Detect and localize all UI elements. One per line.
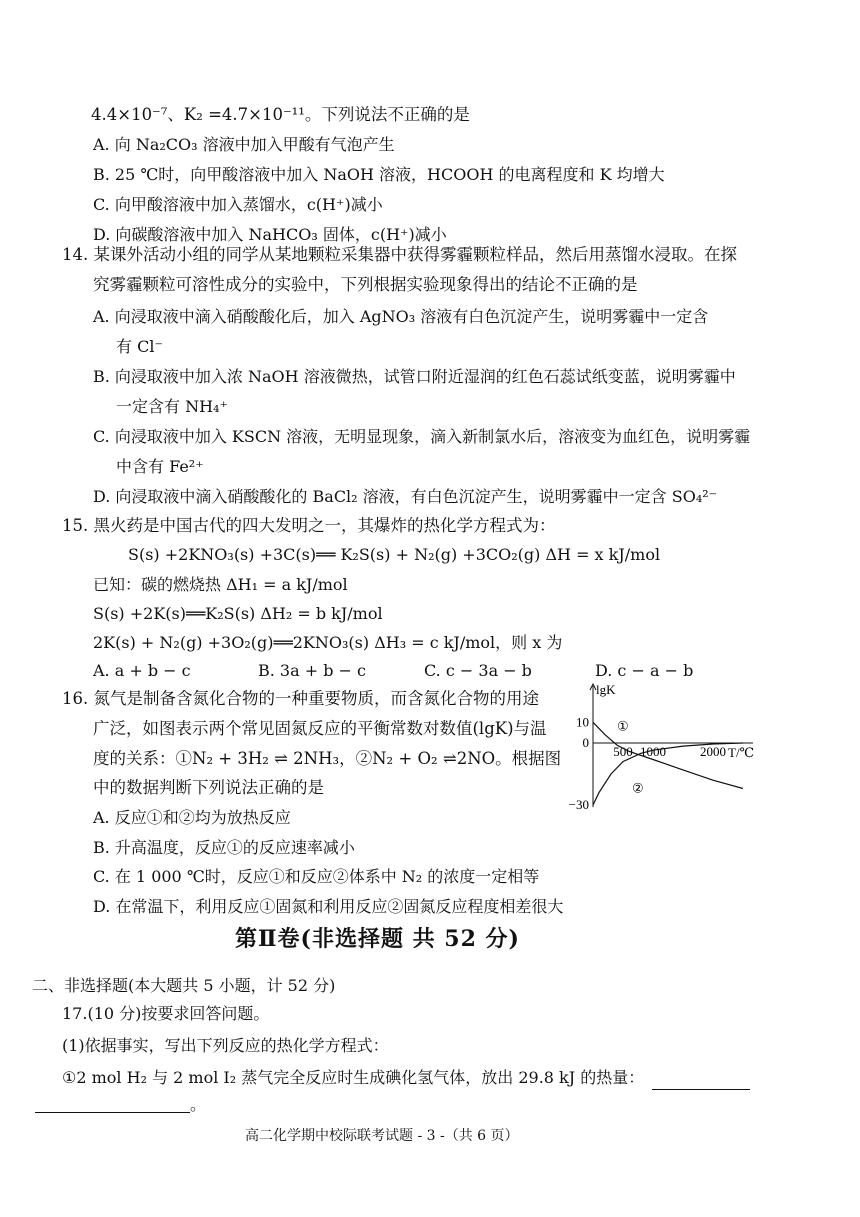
q13-option-d: D. 向碳酸溶液中加入 NaHCO₃ 固体，c(H⁺)减小: [93, 225, 447, 244]
q15-option-d: D. c − a − b: [595, 661, 694, 680]
q15-equation: S(s) +2KNO₃(s) +3C(s)══ K₂S(s) + N₂(g) +3CO₂(g) ΔH = x kJ/mol: [128, 545, 661, 564]
x-tick-label: 500: [613, 744, 633, 759]
y-axis-label: lgK: [596, 682, 616, 697]
q13-option-b: B. 25 ℃时，向甲酸溶液中加入 NaOH 溶液，HCOOH 的电离程度和 K 均增大: [93, 165, 665, 184]
q14-option-d: D. 向浸取液中滴入硝酸酸化的 BaCl₂ 溶液，有白色沉淀产生，说明雾霾中一定含 SO₄²⁻: [93, 487, 718, 506]
q14-option-b: B. 向浸取液中加入浓 NaOH 溶液微热，试管口附近湿润的红色石蕊试纸变蓝，说明雾霾中: [93, 367, 736, 386]
q14-option-b-cont: 一定含有 NH₄⁺: [116, 397, 228, 416]
answer-blank-2[interactable]: [35, 1090, 190, 1113]
x-tick-label: 2000: [700, 744, 726, 759]
q14-option-a: A. 向浸取液中滴入硝酸酸化后，加入 AgNO₃ 溶液有白色沉淀产生，说明雾霾中一定含: [93, 307, 709, 326]
page-footer: 高二化学期中校际联考试题 - 3 -（共 6 页）: [245, 1128, 519, 1144]
series-label-2: ②: [632, 780, 644, 796]
y-tick-label: −30: [568, 797, 589, 812]
q14-option-a-cont: 有 Cl⁻: [116, 337, 163, 356]
y-tick-label: 0: [582, 735, 589, 750]
q14-option-c-cont: 中含有 Fe²⁺: [116, 457, 204, 476]
section-2-heading: 二、非选择题(本大题共 5 小题，计 52 分): [32, 976, 336, 995]
y-tick-label: 10: [576, 714, 589, 730]
q15-given-3: 2K(s) + N₂(g) +3O₂(g)══2KNO₃(s) ΔH₃ = c kJ/mol，则 x 为: [93, 633, 563, 652]
q16-stem-3: 度的关系：①N₂ + 3H₂ ⇌ 2NH₃，②N₂ + O₂ ⇌2NO。根据图: [93, 749, 562, 768]
q13-stem-cont: 4.4×10⁻⁷、K₂ =4.7×10⁻¹¹。下列说法不正确的是: [91, 105, 470, 124]
q13-option-a: A. 向 Na₂CO₃ 溶液中加入甲酸有气泡产生: [93, 135, 395, 154]
q15-stem: 15. 黑火药是中国古代的四大发明之一，其爆炸的热化学方程式为：: [62, 516, 556, 535]
q16-option-d: D. 在常温下，利用反应①固氮和利用反应②固氮反应程度相差很大: [93, 897, 564, 916]
q16-option-b: B. 升高温度，反应①的反应速率减小: [93, 838, 355, 857]
section-title: 第Ⅱ卷(非选择题 共 52 分): [235, 926, 520, 952]
x-axis-label: T/℃: [728, 745, 755, 760]
q15-option-b: B. 3a + b − c: [258, 661, 367, 680]
q13-option-c: C. 向甲酸溶液中加入蒸馏水，c(H⁺)减小: [93, 195, 383, 214]
q16-stem-1: 16. 氮气是制备含氮化合物的一种重要物质，而含氮化合物的用途: [62, 689, 539, 708]
series-label-1: ①: [617, 718, 629, 734]
q15-option-a: A. a + b − c: [93, 661, 191, 680]
q14-stem-1: 14. 某课外活动小组的同学从某地颗粒采集器中获得雾霾颗粒样品，然后用蒸馏水浸取。在探: [62, 245, 737, 264]
answer-blank-1[interactable]: [652, 1067, 750, 1090]
q16-option-c: C. 在 1 000 ℃时，反应①和反应②体系中 N₂ 的浓度一定相等: [93, 867, 540, 886]
q16-option-a: A. 反应①和②均为放热反应: [93, 808, 291, 827]
q15-given-1: 已知：碳的燃烧热 ΔH₁ = a kJ/mol: [93, 575, 348, 594]
q15-option-c: C. c − 3a − b: [424, 661, 532, 680]
q14-stem-2: 究雾霾颗粒可溶性成分的实验中，下列根据实验现象得出的结论不正确的是: [93, 275, 638, 294]
q16-stem-4: 中的数据判断下列说法正确的是: [93, 778, 324, 797]
q15-given-2: S(s) +2K(s)══K₂S(s) ΔH₂ = b kJ/mol: [93, 604, 383, 623]
lgk-temperature-chart: [560, 680, 760, 820]
q17-subpart-1: ①2 mol H₂ 与 2 mol I₂ 蒸气完全反应时生成碘化氢气体，放出 29.8 kJ 的热量：: [62, 1068, 645, 1087]
x-tick-label: 1000: [640, 744, 666, 759]
q17-stem: 17.(10 分)按要求回答问题。: [62, 1004, 270, 1023]
q16-stem-2: 广泛，如图表示两个常见固氮反应的平衡常数对数值(lgK)与温: [93, 719, 547, 738]
q17-part-1: (1)依据事实，写出下列反应的热化学方程式：: [62, 1036, 389, 1055]
answer-blank-period: 。: [190, 1095, 207, 1114]
q14-option-c: C. 向浸取液中加入 KSCN 溶液，无明显现象，滴入新制氯水后，溶液变为血红色，说明雾霾: [93, 427, 751, 446]
